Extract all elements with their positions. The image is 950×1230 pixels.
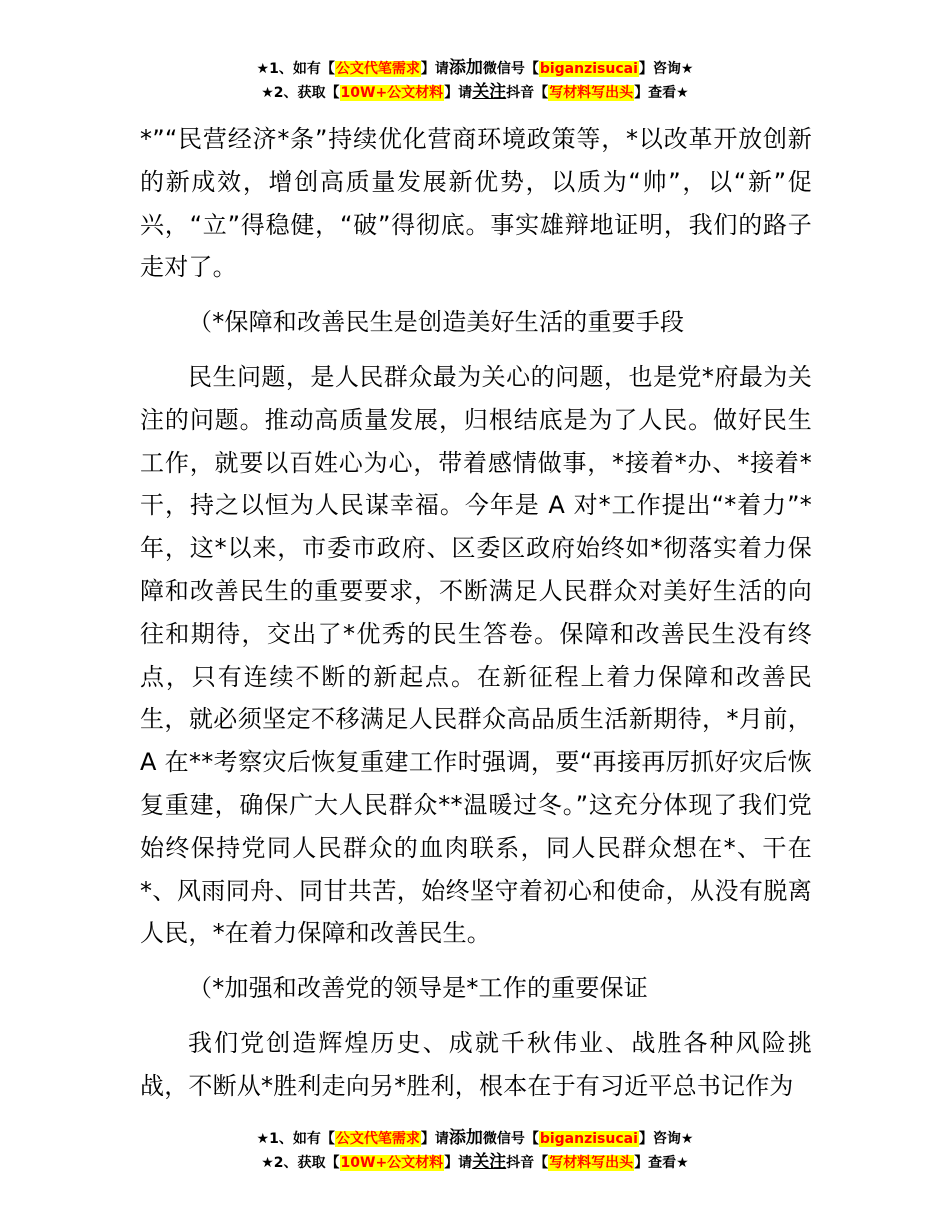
footer-banner [0, 1127, 950, 1175]
banner-highlight: 公文代笔需求 [335, 61, 420, 77]
banner-text: ★1、如有【 [256, 61, 335, 77]
banner-text: 】咨询★ [638, 1131, 694, 1147]
banner-text: 】请 [420, 61, 449, 77]
banner-text: 】查看★ [634, 85, 689, 101]
banner-text: 关注 [472, 82, 507, 102]
paragraph: 我们党创造辉煌历史、成就千秋伟业、战胜各种风险挑战，不断从*胜利走向另*胜利，根本在于有习近平总书记作为 [140, 1028, 812, 1100]
banner-text: 微信号【 [482, 61, 539, 77]
banner-text: 】请 [444, 1155, 473, 1171]
banner-text: 微信号【 [482, 1131, 539, 1147]
banner-highlight: 公文代笔需求 [335, 1131, 420, 1147]
banner-text: 添加 [448, 1128, 483, 1148]
document-body [140, 118, 812, 1108]
banner-text: 】查看★ [634, 1155, 689, 1171]
banner-text: 抖音【 [506, 85, 549, 101]
banner-line-1 [0, 57, 950, 81]
paragraph: 民生问题，是人民群众最为关心的问题，也是党*府最为关注的问题。推动高质量发展，归根结底是为了人民。做好民生工作，就要以百姓心为心，带着感情做事，*接着*办、*接着*干，持之以恒为人民谋幸福。今年是 A 对*工作提出“*着力”*年，这*以来，市委市政府、区委区政府始终如*彻落实着力保障和改善民生的重要要求，不断满足人民群众对美好生活的向往和期待，交出了*优秀的民生答卷。保障和改善民生没有终点，只有连续不断的新起点。在新征程上着力保障和改善民生，就必须坚定不移满足人民群众高品质生活新期待，*月前，A 在**考察灾后恢复重建工作时强调，要“再接再厉抓好灾后恢复重建，确保广大人民群众**温暖过冬。”这充分体现了我们党始终保持党同人民群众的血肉联系，同人民群众想在*、干在*、风雨同舟、同甘共苦，始终坚守着初心和使命，从没有脱离人民，*在着力保障和改善民生。 [140, 362, 812, 948]
banner-text: ★2、获取【 [261, 85, 340, 101]
banner-highlight: 10W+公文材料 [340, 1155, 444, 1171]
banner-text: 】请 [444, 85, 473, 101]
banner-text: 关注 [472, 1152, 507, 1172]
banner-highlight: 写材料写出头 [549, 1155, 634, 1171]
banner-text: 】咨询★ [638, 61, 694, 77]
banner-text: 添加 [448, 58, 483, 78]
section-heading: （*保障和改善民生是创造美好生活的重要手段 [188, 308, 685, 337]
banner-line-1 [0, 1127, 950, 1151]
banner-text: ★1、如有【 [256, 1131, 335, 1147]
banner-highlight: 10W+公文材料 [340, 85, 444, 101]
header-banner [0, 57, 950, 105]
section-heading: （*加强和改善党的领导是*工作的重要保证 [188, 974, 648, 1003]
banner-text: ★2、获取【 [261, 1155, 340, 1171]
banner-line-2 [0, 1151, 950, 1175]
banner-highlight: biganzisucai [539, 61, 638, 77]
paragraph: *”“民营经济*条”持续优化营商环境政策等，*以改革开放创新的新成效，增创高质量发展新优势，以质为“帅”，以“新”促兴，“立”得稳健，“破”得彻底。事实雄辩地证明，我们的路子走对了。 [140, 125, 812, 282]
banner-text: 】请 [420, 1131, 449, 1147]
banner-highlight: biganzisucai [539, 1131, 638, 1147]
banner-line-2 [0, 81, 950, 105]
banner-text: 抖音【 [506, 1155, 549, 1171]
banner-highlight: 写材料写出头 [549, 85, 634, 101]
